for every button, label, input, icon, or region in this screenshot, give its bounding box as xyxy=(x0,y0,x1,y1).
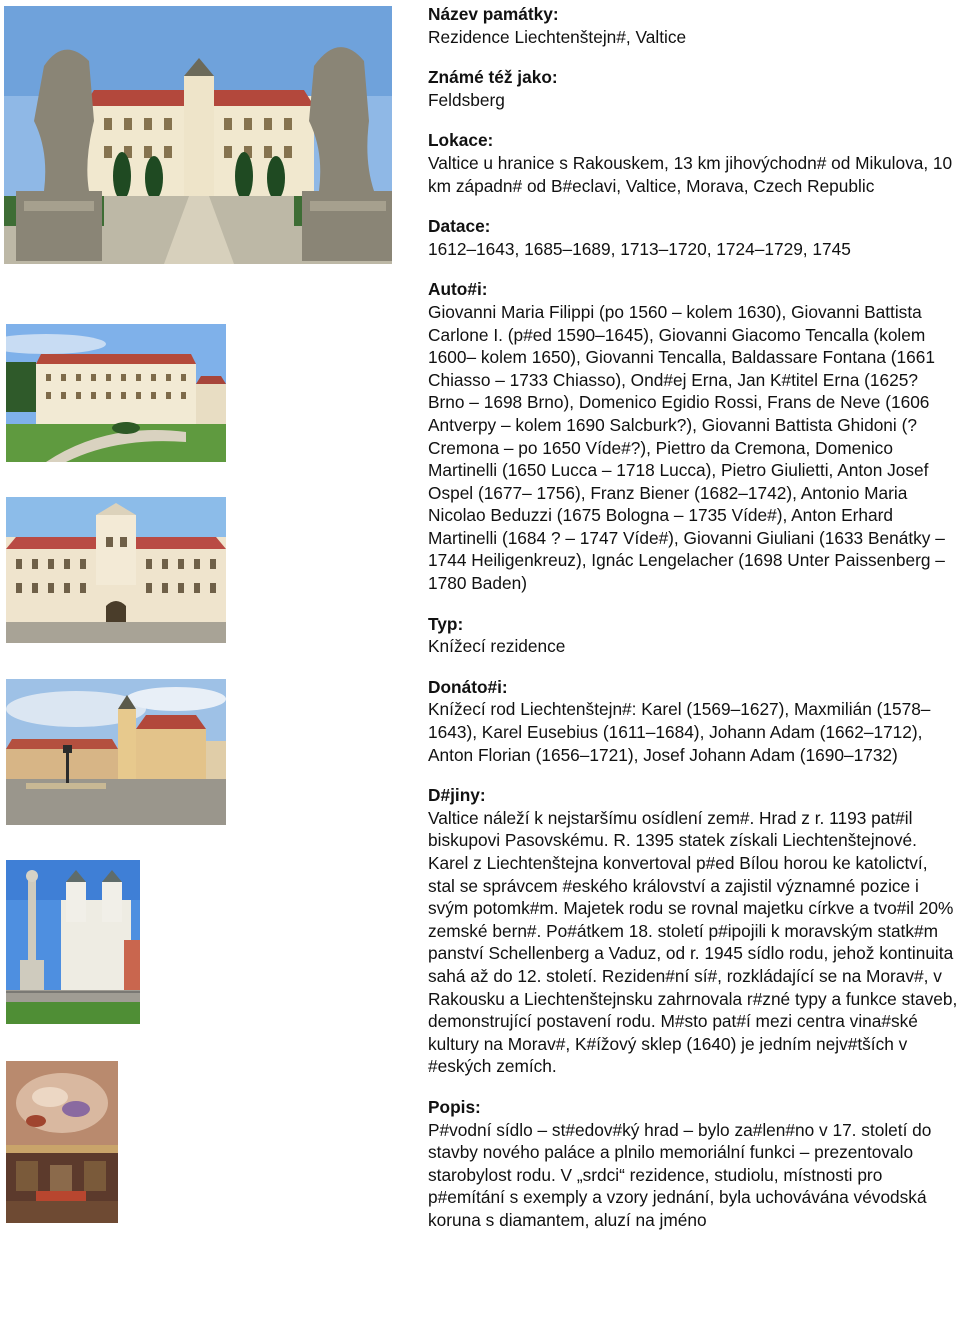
section-history xyxy=(428,784,958,1078)
photo-plague-column xyxy=(6,860,140,1024)
section-label: Auto#i: xyxy=(428,279,488,300)
section-text: Knížecí rod Liechtenštejn#: Karel (1569–1627), Maxmilián (1578–1643), Karel Eusebius (1611–1684), Johann Adam (1662–1712), Anton Florian (1656–1721), Josef Johann Adam (1690–1732) xyxy=(428,699,931,765)
section-label: Donáto#i: xyxy=(428,676,508,697)
section-text: Giovanni Maria Filippi (po 1560 – kolem 1630), Giovanni Battista Carlone I. (p#ed 1590–1645), Giovanni Giacomo Tencalla (kolem 1600– kolem 1650), Giovanni Tencalla, Baldassare Fontana (1661 Chiasso – 1733 Chiasso), Ond#ej Erna, Jan K#titel Erna (1625? Brno – 1698 Brno), Domenico Egidio Rossi, Frans de Neve (1606 Antverpy – kolem 1690 Salcburk?), Giovanni Battista Ghidoni (? Cremona – po 1650 Víde#?), Piettro da Cremona, Domenico Martinelli (1650 Lucca – 1718 Lucca), Pietro Giulietti, Anton Josef Ospel (1677– 1756), Franz Biener (1682–1742), Antonio Maria Nicolao Beduzzi (1675 Bologna – 1735 Víde#), Anton Erhard Martinelli (1684 ? – 1747 Víde#), Giovanni Giuliani (1633 Benátky – 1744 Heiligenkreuz), Ignác Lengelacher (1698 Unter Paissenberg – 1780 Baden) xyxy=(428,301,945,594)
section-text: Knížecí rezidence xyxy=(428,636,566,657)
section-label: Název památky: xyxy=(428,4,559,24)
section-text: Valtice náleží k nejstaršímu osídlení zem#. Hrad z r. 1193 pat#il biskupovi Pasovskému. R. 1395 statek získali Liechtenštejnové. Karel z Liechtenštejna konvertoval p#ed Bílou horou ke katolictví, stal se správcem #eského království a zajistil významné pozice i svým potomk#m. Majetek rodu se rovnal majetku církve a tvo#il 20% zemské bern#. Po#átkem 18. století p#ipojili k moravským statk#m panství Schellenberg a Vaduz, od r. 1945 sídlo rodu, jehož kontinuita sahá až do 12. století. Reziden#ní sí#, rozkládající se na Morav#, v Rakousku a Liechtenštejnsku zahrnovala r#zné typy a funkce staveb, demonstrující postavení rodu. M#sto pat#í mezi centra vina#ské kultury na Morav#, K#ížový sklep (1640) je jedním nejv#tších v #eských zemích. xyxy=(428,807,958,1077)
monument-info xyxy=(428,0,958,1232)
section-text: 1612–1643, 1685–1689, 1713–1720, 1724–1729, 1745 xyxy=(428,238,851,259)
section-label: Datace: xyxy=(428,216,491,237)
section-location xyxy=(428,129,958,197)
section-also-known xyxy=(428,66,958,111)
photo-town-square xyxy=(6,679,226,825)
section-description xyxy=(428,1096,958,1232)
section-type xyxy=(428,613,958,658)
section-label: Typ: xyxy=(428,613,464,634)
section-donors xyxy=(428,676,958,766)
section-authors xyxy=(428,278,958,594)
section-text: Feldsberg xyxy=(428,89,505,110)
section-text: Rezidence Liechtenštejn#, Valtice xyxy=(428,26,687,47)
section-label: Lokace: xyxy=(428,130,494,151)
section-label: Popis: xyxy=(428,1096,481,1117)
section-text: Valtice u hranice s Rakouskem, 13 km jihovýchodn# od Mikulova, 10 km západn# od B#eclavi, Valtice, Morava, Czech Republic xyxy=(428,152,953,196)
photo-chateau-facade xyxy=(6,324,226,462)
section-label: D#jiny: xyxy=(428,785,486,806)
section-dating xyxy=(428,215,958,260)
section-label: Známé též jako: xyxy=(428,67,558,88)
section-text: P#vodní sídlo – st#edov#ký hrad – bylo za#len#no v 17. století do stavby nového paláce a plnilo memoriální funkci – prezentovalo starobylost rodu. V „srdci“ rezidence, studiolu, místnosti pro p#emítání s exemply a vzory jednání, byla uchovávána vévodská koruna s diamantem, aluzí na jméno xyxy=(428,1119,932,1230)
photo-ceiling-fresco xyxy=(6,1061,118,1223)
photo-chateau-statues xyxy=(4,6,392,264)
section-name xyxy=(428,3,958,48)
photo-chateau-courtyard xyxy=(6,497,226,643)
